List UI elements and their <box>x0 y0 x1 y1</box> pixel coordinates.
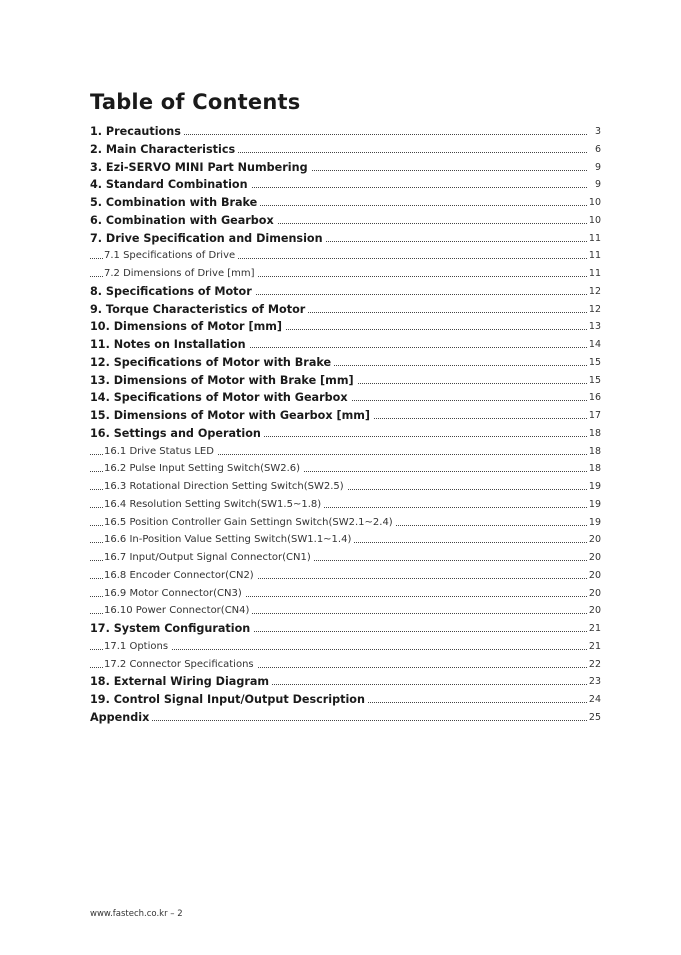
toc-entry-page-number: 11 <box>587 265 601 283</box>
toc-entry-page-number: 20 <box>587 585 601 603</box>
toc-entry-page-number: 20 <box>587 549 601 567</box>
toc-entry[interactable] <box>90 212 601 230</box>
toc-entry-label: 16.2 Pulse Input Setting Switch(SW2.6) <box>104 460 303 478</box>
toc-subentry[interactable] <box>90 478 601 496</box>
toc-entry-page-number: 13 <box>587 318 601 336</box>
toc-entry-label: 16. Settings and Operation <box>90 425 264 443</box>
toc-entry-label: 16.6 In-Position Value Setting Switch(SW1.1~1.4) <box>104 531 354 549</box>
toc-entry-label: 16.10 Power Connector(CN4) <box>104 602 252 620</box>
toc-subentry[interactable] <box>90 514 601 532</box>
toc-entry-label: 16.8 Encoder Connector(CN2) <box>104 567 257 585</box>
toc-entry-label: 7.1 Specifications of Drive <box>104 247 238 265</box>
toc-entry-label: 5. Combination with Brake <box>90 194 260 212</box>
toc-entry-page-number: 19 <box>587 478 601 496</box>
toc-entry-page-number: 20 <box>587 567 601 585</box>
toc-entry-page-number: 12 <box>587 301 601 319</box>
toc-entry[interactable] <box>90 123 601 141</box>
toc-entry-label: 17.1 Options <box>104 638 171 656</box>
toc-entry-label: 1. Precautions <box>90 123 184 141</box>
toc-entry-page-number: 21 <box>587 638 601 656</box>
toc-subentry[interactable] <box>90 265 601 283</box>
dot-leader <box>90 720 587 721</box>
toc-entry-page-number: 14 <box>587 336 601 354</box>
toc-entry[interactable] <box>90 159 601 177</box>
toc-subentry[interactable] <box>90 531 601 549</box>
toc-subentry[interactable] <box>90 460 601 478</box>
toc-entry[interactable] <box>90 407 601 425</box>
toc-subentry[interactable] <box>90 549 601 567</box>
toc-entry-page-number: 18 <box>587 443 601 461</box>
toc-entry[interactable] <box>90 318 601 336</box>
toc-entry[interactable] <box>90 194 601 212</box>
toc-entry-page-number: 20 <box>587 531 601 549</box>
toc-entry-page-number: 6 <box>587 141 601 159</box>
toc-entry[interactable] <box>90 372 601 390</box>
toc-entry[interactable] <box>90 336 601 354</box>
toc-entry-page-number: 21 <box>587 620 601 638</box>
toc-entry-label: 7.2 Dimensions of Drive [mm] <box>104 265 258 283</box>
toc-entry-label: Appendix <box>90 709 152 727</box>
toc-entry-page-number: 10 <box>587 194 601 212</box>
toc-entry-label: 19. Control Signal Input/Output Description <box>90 691 368 709</box>
toc-entry-page-number: 23 <box>587 673 601 691</box>
toc-entry-label: 8. Specifications of Motor <box>90 283 255 301</box>
toc-entry-label: 17. System Configuration <box>90 620 253 638</box>
page-title: Table of Contents <box>90 90 301 114</box>
toc-entry-label: 15. Dimensions of Motor with Gearbox [mm] <box>90 407 373 425</box>
toc-entry-label: 7. Drive Specification and Dimension <box>90 230 326 248</box>
toc-entry-page-number: 9 <box>587 159 601 177</box>
toc-entry-page-number: 20 <box>587 602 601 620</box>
toc-entry[interactable] <box>90 176 601 194</box>
toc-entry-page-number: 19 <box>587 514 601 532</box>
toc-entry[interactable] <box>90 620 601 638</box>
toc-subentry[interactable] <box>90 567 601 585</box>
toc-entry-page-number: 16 <box>587 389 601 407</box>
toc-entry-page-number: 18 <box>587 460 601 478</box>
toc-entry-label: 12. Specifications of Motor with Brake <box>90 354 334 372</box>
toc-entry[interactable] <box>90 141 601 159</box>
toc-entry-label: 14. Specifications of Motor with Gearbox <box>90 389 351 407</box>
toc-entry-label: 2. Main Characteristics <box>90 141 238 159</box>
toc-subentry[interactable] <box>90 602 601 620</box>
toc-entry[interactable] <box>90 283 601 301</box>
toc-entry-label: 9. Torque Characteristics of Motor <box>90 301 308 319</box>
toc-subentry[interactable] <box>90 638 601 656</box>
toc-subentry[interactable] <box>90 443 601 461</box>
toc-entry-label: 6. Combination with Gearbox <box>90 212 277 230</box>
toc-entry[interactable] <box>90 709 601 727</box>
toc-entry-page-number: 22 <box>587 656 601 674</box>
page-footer: www.fastech.co.kr – 2 <box>90 909 183 919</box>
toc-entry[interactable] <box>90 425 601 443</box>
toc-entry-page-number: 11 <box>587 230 601 248</box>
toc-subentry[interactable] <box>90 585 601 603</box>
toc-entry-label: 16.4 Resolution Setting Switch(SW1.5~1.8) <box>104 496 324 514</box>
toc-entry-label: 11. Notes on Installation <box>90 336 249 354</box>
toc-entry-label: 16.9 Motor Connector(CN3) <box>104 585 245 603</box>
toc-entry-page-number: 3 <box>587 123 601 141</box>
toc-entry-page-number: 19 <box>587 496 601 514</box>
toc-entry-page-number: 17 <box>587 407 601 425</box>
toc-entry[interactable] <box>90 389 601 407</box>
toc-entry-label: 10. Dimensions of Motor [mm] <box>90 318 285 336</box>
toc-entry-page-number: 12 <box>587 283 601 301</box>
toc-entry-label: 18. External Wiring Diagram <box>90 673 272 691</box>
toc-entry-page-number: 9 <box>587 176 601 194</box>
toc-entry[interactable] <box>90 230 601 248</box>
toc-entry-label: 16.5 Position Controller Gain Settingn Switch(SW2.1~2.4) <box>104 514 396 532</box>
toc-entry-page-number: 25 <box>587 709 601 727</box>
toc-entry-label: 16.7 Input/Output Signal Connector(CN1) <box>104 549 314 567</box>
toc-subentry[interactable] <box>90 247 601 265</box>
toc-subentry[interactable] <box>90 496 601 514</box>
toc-subentry[interactable] <box>90 656 601 674</box>
toc-entry-label: 4. Standard Combination <box>90 176 251 194</box>
toc-entry-label: 16.1 Drive Status LED <box>104 443 217 461</box>
toc-entry-page-number: 10 <box>587 212 601 230</box>
toc-entry-page-number: 11 <box>587 247 601 265</box>
toc-entry-label: 13. Dimensions of Motor with Brake [mm] <box>90 372 357 390</box>
toc-entry-label: 16.3 Rotational Direction Setting Switch(SW2.5) <box>104 478 347 496</box>
toc-entry-page-number: 18 <box>587 425 601 443</box>
table-of-contents <box>90 123 601 727</box>
toc-entry[interactable] <box>90 691 601 709</box>
toc-entry[interactable] <box>90 354 601 372</box>
toc-entry-page-number: 15 <box>587 354 601 372</box>
toc-entry[interactable] <box>90 673 601 691</box>
toc-entry[interactable] <box>90 301 601 319</box>
toc-entry-label: 17.2 Connector Specifications <box>104 656 257 674</box>
toc-entry-page-number: 24 <box>587 691 601 709</box>
toc-entry-label: 3. Ezi-SERVO MINI Part Numbering <box>90 159 311 177</box>
toc-entry-page-number: 15 <box>587 372 601 390</box>
